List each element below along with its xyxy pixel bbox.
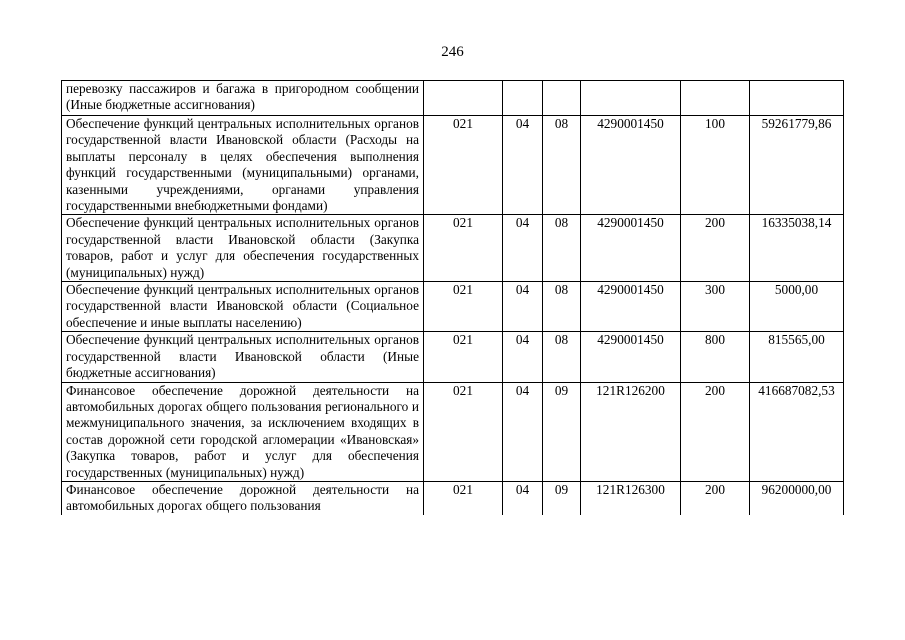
expense-kind-code: 100	[681, 116, 750, 215]
target-article-code: 4290001450	[581, 332, 681, 382]
ministry-code: 021	[424, 481, 503, 514]
row-description: Финансовое обеспечение дорожной деятельности на автомобильных дорогах общего пользования	[62, 481, 424, 514]
table-row	[62, 382, 844, 481]
row-description: Обеспечение функций центральных исполнительных органов государственной власти Ивановской области (Социальное обеспечение и иные выплаты населению)	[62, 282, 424, 332]
table-row	[62, 332, 844, 382]
row-description: Финансовое обеспечение дорожной деятельности на автомобильных дорогах общего пользования регионального и межмуниципального значения, за исключением входящих в состав дорожной сети городской агломерации «Ивановская» (Закупка товаров, работ и услуг для обеспечения государственных (муниципальных) нужд)	[62, 382, 424, 481]
ministry-code: 021	[424, 215, 503, 282]
row-description: перевозку пассажиров и багажа в пригородном сообщении (Иные бюджетные ассигнования)	[62, 81, 424, 116]
ministry-code: 021	[424, 116, 503, 215]
target-article-code: 4290001450	[581, 116, 681, 215]
table-row	[62, 81, 844, 116]
amount: 815565,00	[750, 332, 844, 382]
target-article-code: 4290001450	[581, 215, 681, 282]
table-row	[62, 116, 844, 215]
subsection-code	[543, 81, 581, 116]
amount	[750, 81, 844, 116]
amount: 16335038,14	[750, 215, 844, 282]
target-article-code: 4290001450	[581, 282, 681, 332]
section-code: 04	[503, 215, 543, 282]
expense-kind-code: 300	[681, 282, 750, 332]
ministry-code: 021	[424, 282, 503, 332]
amount: 5000,00	[750, 282, 844, 332]
page-number: 246	[441, 44, 464, 60]
section-code	[503, 81, 543, 116]
row-description: Обеспечение функций центральных исполнительных органов государственной власти Ивановской области (Расходы на выплаты персоналу в целях обеспечения выполнения функций государственными (муниципальными) органами, казенными учреждениями, органами управления государственными внебюджетными фондами)	[62, 116, 424, 215]
target-article-code: 121R126300	[581, 481, 681, 514]
section-code: 04	[503, 282, 543, 332]
subsection-code: 09	[543, 382, 581, 481]
section-code: 04	[503, 382, 543, 481]
expense-kind-code	[681, 81, 750, 116]
subsection-code: 09	[543, 481, 581, 514]
ministry-code	[424, 81, 503, 116]
expense-kind-code: 200	[681, 215, 750, 282]
table-row	[62, 481, 844, 514]
amount: 59261779,86	[750, 116, 844, 215]
subsection-code: 08	[543, 332, 581, 382]
subsection-code: 08	[543, 215, 581, 282]
amount: 96200000,00	[750, 481, 844, 514]
ministry-code: 021	[424, 382, 503, 481]
section-code: 04	[503, 116, 543, 215]
amount: 416687082,53	[750, 382, 844, 481]
section-code: 04	[503, 332, 543, 382]
table-row	[62, 215, 844, 282]
subsection-code: 08	[543, 282, 581, 332]
section-code: 04	[503, 481, 543, 514]
target-article-code: 121R126200	[581, 382, 681, 481]
subsection-code: 08	[543, 116, 581, 215]
ministry-code: 021	[424, 332, 503, 382]
expense-kind-code: 800	[681, 332, 750, 382]
expense-kind-code: 200	[681, 481, 750, 514]
table-row	[62, 282, 844, 332]
target-article-code	[581, 81, 681, 116]
row-description: Обеспечение функций центральных исполнительных органов государственной власти Ивановской области (Закупка товаров, работ и услуг для обеспечения государственных (муниципальных) нужд)	[62, 215, 424, 282]
expense-kind-code: 200	[681, 382, 750, 481]
row-description: Обеспечение функций центральных исполнительных органов государственной власти Ивановской области (Иные бюджетные ассигнования)	[62, 332, 424, 382]
budget-table	[61, 80, 844, 515]
